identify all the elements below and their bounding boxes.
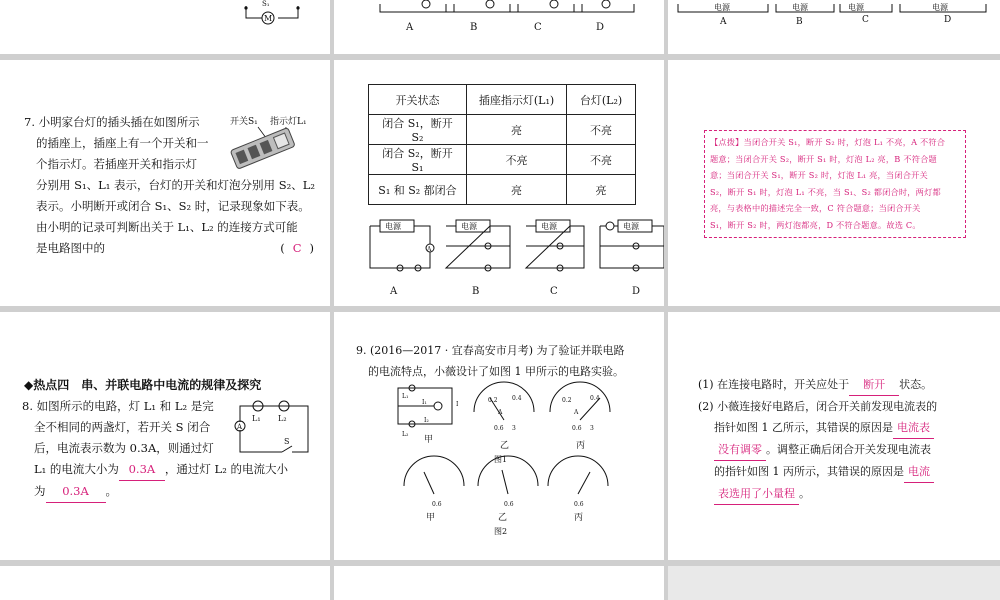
fig1-label-yi: 乙	[500, 441, 510, 451]
fig1-caption: 图1	[494, 455, 508, 464]
hint-line: S₂，断开 S₁ 时，灯泡 L₁ 不亮，当 S₁、S₂ 都闭合时，两灯都	[710, 186, 941, 197]
panel-bottom-middle	[334, 566, 664, 600]
option-d: D	[944, 15, 952, 25]
q9-part-1	[698, 374, 992, 396]
q8-answer-2: 0.3A	[46, 481, 106, 503]
svg-text:0.2: 0.2	[488, 397, 498, 404]
option-b-label: B	[472, 286, 480, 297]
hint-line: 【点拨】当闭合开关 S₁，断开 S₂ 时，灯泡 L₁ 不亮，A 不符合	[710, 137, 946, 147]
ammeter-label: A	[237, 423, 243, 431]
panel-top-right	[668, 0, 1000, 54]
fig2-label-yi: 乙	[498, 513, 508, 523]
hint-line: 亮，与表格中的描述完全一致，C 符合题意；当闭合开关	[710, 203, 921, 214]
hint-line: S₁，断开 S₂ 时，两灯泡都亮，D 不符合题意。故选 C。	[710, 219, 921, 230]
hint-line: 意；当闭合开关 S₁，断开 S₂ 时，灯泡 L₁ 亮，当闭合开关	[710, 170, 928, 181]
svg-text:A: A	[498, 409, 503, 416]
svg-text:A: A	[574, 409, 579, 416]
fig2-label-bing: 丙	[574, 513, 584, 523]
q9-part-2-line-2	[698, 417, 992, 439]
panel-question-7	[0, 60, 330, 306]
fig1-meter-yi	[474, 382, 534, 451]
hint-line: 题意；当闭合开关 S₂，断开 S₁ 时，灯泡 L₂ 亮，B 不符合题	[710, 153, 937, 164]
fig1-label-bing: 丙	[576, 441, 586, 451]
source-label: 电源	[623, 222, 639, 231]
option-c: C	[534, 22, 542, 33]
table-cell: 不亮	[567, 145, 636, 175]
panel-question-9	[334, 312, 664, 560]
q9-part-2-text-3: 的指针如图 1 丙所示，其错误的原因是	[714, 465, 904, 478]
q9-answer-3a: 电流	[904, 461, 934, 483]
svg-text:0.6: 0.6	[494, 425, 504, 432]
q9-answer-1: 断开	[849, 374, 899, 396]
table-cell: 闭合 S₁，断开 S₂	[369, 115, 467, 145]
fig2-label-jia: 甲	[426, 513, 436, 523]
circuit-option-c	[526, 220, 584, 297]
circuit-options	[364, 218, 664, 297]
svg-text:0.4: 0.4	[590, 395, 600, 402]
table-header: 台灯(L₂)	[567, 85, 636, 115]
fig1-i: I	[456, 401, 459, 408]
switch-label: S	[284, 437, 290, 446]
q9-part-2-line-1: (2) 小薇连接好电路后，闭合开关前发现电流表的	[698, 400, 938, 413]
q8-line-2: 全不相同的两盏灯，若开关 S 闭合	[34, 420, 211, 434]
table-row	[369, 115, 636, 145]
q9-part-2-text: 指针如图 1 乙所示，其错误的原因是	[714, 421, 893, 434]
svg-text:3: 3	[590, 425, 594, 432]
q8-line-1: 8. 如图所示的电路，灯 L₁ 和 L₂ 是完	[22, 399, 214, 413]
fig1-i1: I₁	[422, 399, 427, 406]
table-header: 开关状态	[369, 85, 467, 115]
fig1-circuit	[398, 385, 459, 445]
q9-part-2-line-5	[698, 483, 992, 505]
lamp-l1-label: L₁	[252, 414, 261, 423]
motor-circuit-fragment	[0, 0, 330, 54]
fig1-label-jia: 甲	[424, 435, 434, 445]
q7-answer: ( C )	[280, 241, 314, 255]
svg-text:0.2: 0.2	[562, 397, 572, 404]
table-cell: 亮	[467, 115, 567, 145]
hint-box	[704, 130, 966, 238]
source-label-b: 电源	[792, 3, 808, 12]
source-label-d: 电源	[932, 3, 948, 12]
option-a: A	[406, 22, 414, 33]
switch-label: S₁	[262, 0, 270, 8]
q8-line-4a: L₁ 的电流大小为	[34, 462, 119, 476]
option-c: C	[862, 15, 869, 25]
svg-text:0.6: 0.6	[572, 425, 582, 432]
q8-circuit	[234, 400, 314, 460]
table-cell: S₁ 和 S₂ 都闭合	[369, 175, 467, 205]
q8-line-3: 后，电流表示数为 0.3A，则通过灯	[34, 441, 214, 455]
q7-line-7: 是电路图中的	[36, 241, 105, 255]
q7-line-2: 的插座上，插座上有一个开关和一	[36, 136, 209, 150]
q7-line-3: 个指示灯。若插座开关和指示灯	[36, 157, 197, 171]
switch-state-table	[368, 84, 636, 205]
figure-2	[394, 462, 654, 542]
fig2-caption: 图2	[494, 527, 508, 536]
option-d: D	[596, 22, 605, 33]
panel-hint	[668, 60, 1000, 306]
q8-line-5a: 为	[34, 484, 46, 498]
svg-text:A: A	[427, 246, 432, 253]
svg-text:0.4: 0.4	[512, 395, 522, 402]
panel-question-8	[0, 312, 330, 560]
q9-part-1-text: (1) 在连接电路时，开关应处于	[698, 378, 850, 391]
option-b: B	[796, 17, 803, 27]
source-label: 电源	[461, 222, 477, 231]
socket-switch-label: 开关S₁	[230, 117, 258, 127]
table-cell: 不亮	[567, 115, 636, 145]
q9-line-1: 9. (2016—2017 · 宜春高安市月考) 为了验证并联电路	[356, 344, 625, 357]
panel-question-9-answers	[668, 312, 1000, 560]
option-a-label: A	[390, 286, 398, 297]
q9-answer-2b: 没有调零	[714, 439, 766, 461]
q8-line-4	[22, 459, 322, 481]
socket-image	[228, 114, 318, 174]
q9-part-2-line-3	[698, 439, 992, 461]
top-middle-circuits	[334, 0, 664, 54]
svg-text:0.6: 0.6	[504, 501, 514, 508]
fig1-i2: I₂	[424, 417, 429, 424]
figure-1	[394, 384, 654, 464]
fig2-meter-yi	[478, 456, 538, 523]
circuit-option-b	[446, 220, 510, 297]
svg-text:0.6: 0.6	[574, 501, 584, 508]
table-cell: 闭合 S₂，断开 S₁	[369, 145, 467, 175]
source-label: 电源	[541, 222, 557, 231]
table-cell: 不亮	[467, 145, 567, 175]
fig2-meter-jia	[404, 456, 464, 523]
q9-answer-3b: 表选用了小量程	[714, 483, 799, 505]
q8-line-4b: ，通过灯 L₂ 的电流大小	[164, 462, 288, 476]
option-c-label: C	[550, 286, 558, 297]
q9-part-2-text-2: 。调整正确后闭合开关发现电流表	[766, 443, 931, 456]
source-label-c: 电源	[848, 3, 864, 12]
top-right-circuits	[668, 0, 1000, 54]
q9-answer-2a: 电流表	[893, 417, 934, 439]
q9-part-2-end: 。	[799, 487, 810, 500]
fig1-l1: L₁	[402, 393, 409, 400]
table-cell: 亮	[567, 175, 636, 205]
source-label: 电源	[385, 222, 401, 231]
table-header-row	[369, 85, 636, 115]
panel-top-middle	[334, 0, 664, 54]
panel-top-left	[0, 0, 330, 54]
q9-part-2-line-4	[698, 461, 992, 483]
motor-label: M	[264, 14, 273, 23]
svg-text:0.6: 0.6	[432, 501, 442, 508]
hotspot-title: ◆热点四 串、并联电路中电流的规律及探究	[24, 378, 262, 392]
option-a: A	[720, 17, 727, 27]
lamp-l2-label: L₂	[278, 414, 287, 423]
option-d-label: D	[632, 286, 641, 297]
fig2-meter-bing	[548, 456, 608, 523]
q8-answer-1: 0.3A	[119, 459, 165, 481]
table-cell: 亮	[467, 175, 567, 205]
q7-line-1: 7. 小明家台灯的插头插在如图所示	[24, 115, 200, 129]
table-row	[369, 145, 636, 175]
q7-line-4: 分别用 S₁、L₁ 表示，台灯的开关和灯泡分别用 S₂、L₂	[36, 178, 315, 192]
table-row	[369, 175, 636, 205]
q7-line-6: 由小明的记录可判断出关于 L₁、L₂ 的连接方式可能	[36, 220, 298, 234]
table-header: 插座指示灯(L₁)	[467, 85, 567, 115]
fig1-meter-bing	[550, 382, 610, 451]
fig1-l2: L₂	[402, 431, 409, 438]
question-9-text	[356, 340, 656, 382]
circuit-option-d	[600, 220, 664, 297]
option-b: B	[470, 22, 478, 33]
q8-line-5	[22, 481, 322, 503]
source-label-a: 电源	[714, 3, 730, 12]
svg-text:3: 3	[512, 425, 516, 432]
circuit-option-a	[370, 220, 434, 297]
q9-line-2: 的电流特点，小薇设计了如图 1 甲所示的电路实验。	[368, 365, 624, 378]
q9-part-1-end: 状态。	[899, 378, 933, 391]
panel-bottom-left	[0, 566, 330, 600]
panel-table-circuits	[334, 60, 664, 306]
socket-lamp-label: 指示灯L₁	[270, 117, 307, 127]
question-9-answers	[698, 374, 992, 505]
panel-bottom-right	[668, 566, 1000, 600]
q7-line-5: 表示。小明断开或闭合 S₁、S₂ 时，记录现象如下表。	[36, 199, 310, 213]
q8-line-5b: 。	[105, 484, 117, 498]
